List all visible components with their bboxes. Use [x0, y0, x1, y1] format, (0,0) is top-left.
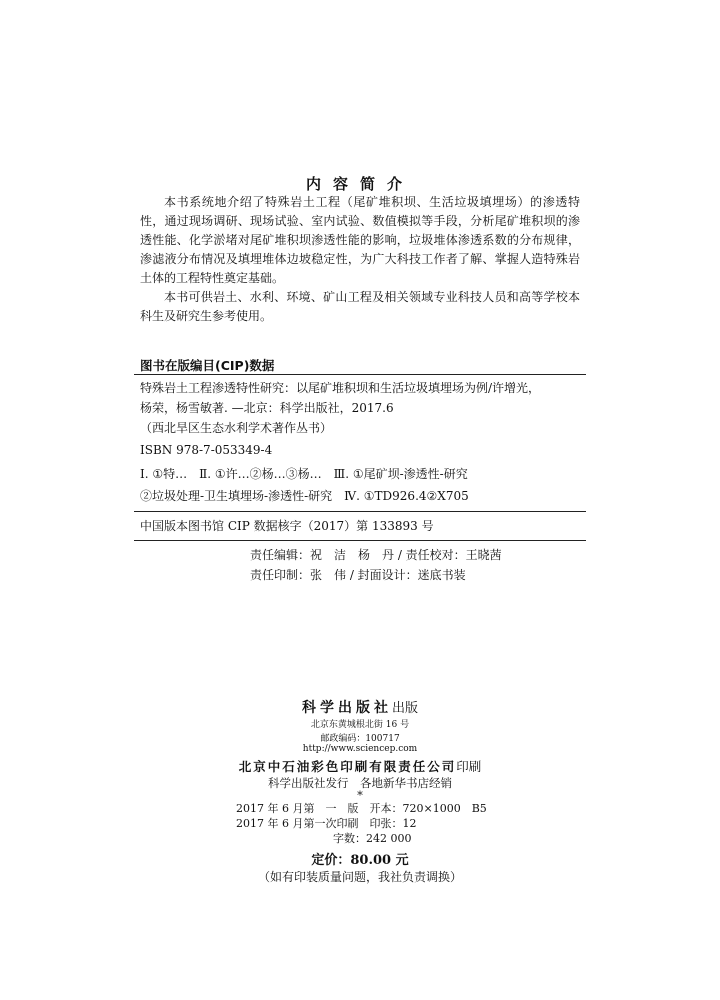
edition-line-3: 字数：242 000	[333, 832, 412, 845]
distribution-line: 科学出版社发行 各地新华书店经销	[268, 776, 452, 790]
separator-star: *	[357, 788, 363, 802]
cip-record-number: 中国版本图书馆 CIP 数据核字（2017）第 133893 号	[140, 519, 434, 533]
publisher-name: 科学出版社	[301, 700, 392, 716]
price: 定价：80.00 元	[311, 853, 409, 868]
cip-line-1: 特殊岩土工程渗透特性研究：以尾矿堆积坝和生活垃圾填埋场为例/许增光，	[140, 381, 541, 395]
publisher-suffix: 出版	[391, 701, 418, 716]
cip-line-4: ISBN 978-7-053349-4	[140, 443, 273, 457]
publisher-line	[0, 697, 720, 717]
printer-name: 北京中石油彩色印刷有限责任公司	[238, 759, 457, 774]
cip-record-divider	[134, 540, 586, 541]
edition-line-1: 2017 年 6 月第 一 版 开本：720×1000 B5	[236, 802, 487, 815]
cip-line-3: （西北旱区生态水利学术著作丛书）	[140, 421, 333, 435]
summary-body	[140, 193, 580, 326]
printer-suffix: 印刷	[456, 759, 482, 774]
publisher-postcode: 邮政编码：100717	[320, 734, 400, 744]
publisher-address: 北京东黄城根北街 16 号	[310, 720, 410, 730]
cip-title: 图书在版编目(CIP)数据	[140, 358, 275, 373]
summary-paragraph-1: 本书系统地介绍了特殊岩土工程（尾矿堆积坝、生活垃圾填埋场）的渗透特性，通过现场调研、现场试验、室内试验、数值模拟等手段，分析尾矿堆积坝的渗透性能、化学淤堵对尾矿堆积坝渗透性能的影响，垃圾堆体渗透系数的分布规律，渗滤液分布情况及填埋堆体边坡稳定性，为广大科技工作者了解、掌握人造特殊岩土体的工程特性奠定基础。	[140, 195, 580, 285]
credits-printing: 责任印制：张 伟 / 封面设计：迷底书装	[250, 568, 466, 582]
cip-line-6: ②垃圾处理-卫生填埋场-渗透性-研究 Ⅳ. ①TD926.4②X705	[140, 489, 469, 503]
printer-line	[0, 757, 720, 775]
publisher-url: http://www.sciencep.com	[302, 744, 418, 754]
cip-top-divider	[134, 374, 586, 375]
quality-notice: （如有印装质量问题，我社负责调换）	[257, 870, 462, 884]
cip-line-2: 杨荣，杨雪敏著. —北京：科学出版社，2017.6	[140, 401, 394, 415]
summary-paragraph-2: 本书可供岩土、水利、环境、矿山工程及相关领域专业科技人员和高等学校本科生及研究生参考使用。	[140, 290, 580, 323]
credits-editors: 责任编辑：祝 洁 杨 丹 / 责任校对：王晓茜	[250, 548, 502, 562]
cip-line-5: Ⅰ. ①特… Ⅱ. ①许…②杨…③杨… Ⅲ. ①尾矿坝-渗透性-研究	[140, 467, 468, 481]
cip-bottom-divider	[134, 511, 586, 512]
edition-line-2: 2017 年 6 月第一次印刷 印张：12	[236, 817, 417, 830]
summary-title: 内容简介	[305, 175, 414, 193]
